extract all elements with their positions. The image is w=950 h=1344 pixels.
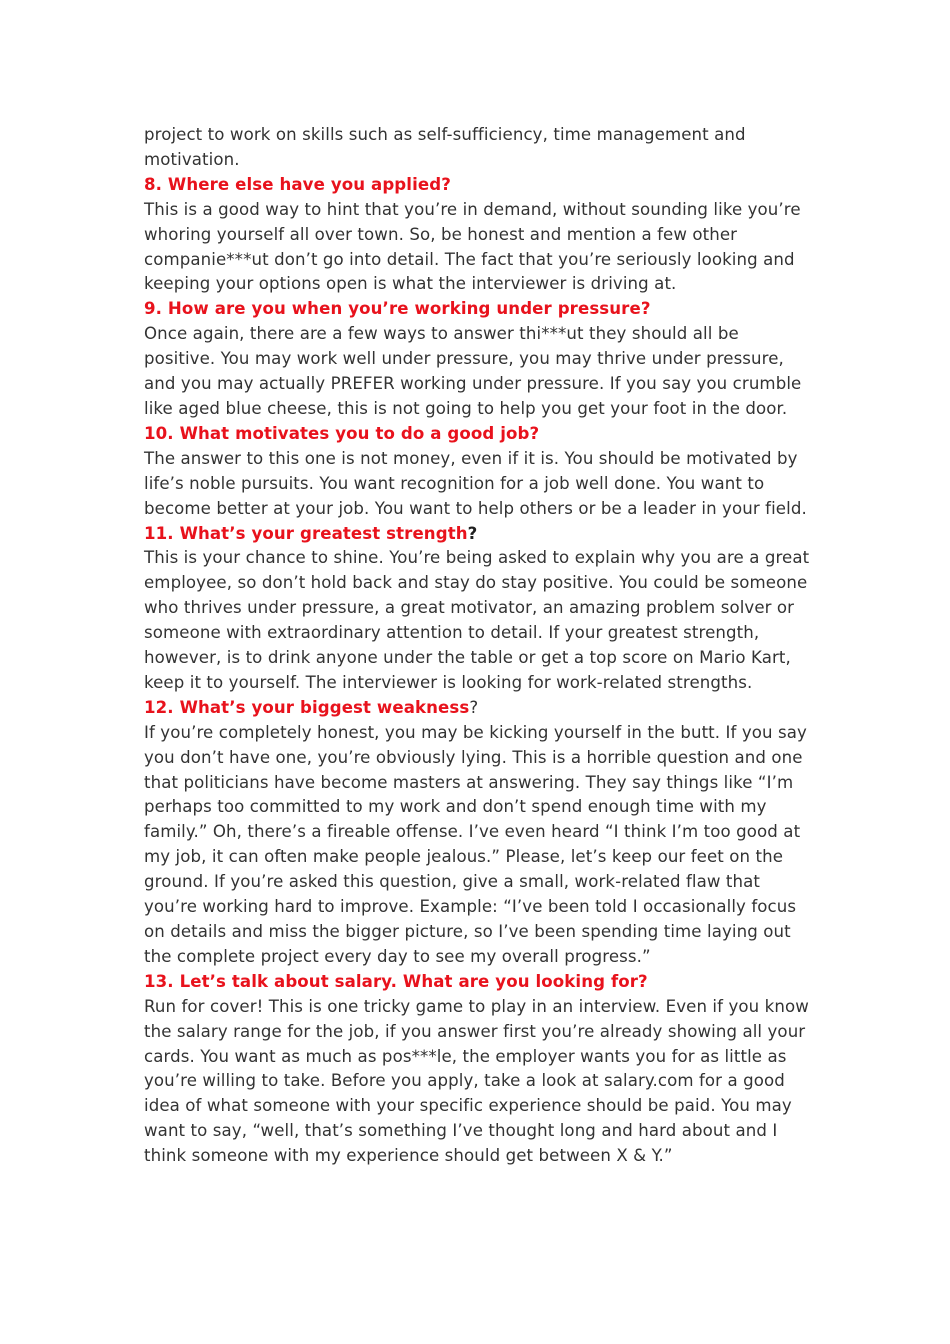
answer-13-paragraph: Run for cover! This is one tricky game to play in an interview. Even if you know the salary range for the job, if you answer first you’re already showing all your cards. You want as much as pos***le, the employer wants you for as little as you’re willing to take. Before you apply, take a look at salary.com for a good idea of what someone with your specific experience should be paid. You may want to say, “well, that’s something I’ve thought long and hard about and I think someone with my experience should get between X & Y.”: [144, 996, 809, 1166]
question-12-heading: [144, 696, 814, 721]
answer-9-paragraph: Once again, there are a few ways to answer thi***ut they should all be positive. You may work well under pressure, you may thrive under pressure, and you may actually PREFER working under pressure. If you say you crumble like aged blue cheese, this is not going to help you get your foot in the door.: [144, 324, 802, 418]
question-11-heading: [144, 522, 814, 547]
question-13-heading: 13. Let’s talk about salary. What are you looking for?: [144, 971, 648, 991]
answer-12-paragraph: If you’re completely honest, you may be kicking yourself in the butt. If you say you don’t have one, you’re obviously lying. This is a horrible question and one that politicians have become masters at answering. They say things like “I’m perhaps too committed to my work and don’t spend enough time with my family.” Oh, there’s a fireable offense. I’ve even heard “I think I’m too good at my job, it can often make people jealous.” Please, let’s keep our feet on the ground. If you’re asked this question, give a small, work-related flaw that you’re working hard to improve. Example: “I’ve been told I occasionally focus on details and miss the bigger picture, so I’ve been spending time laying out the complete project every day to see my overall progress.”: [144, 722, 807, 966]
question-11-mark: ?: [467, 523, 478, 543]
question-12-mark: ?: [469, 697, 479, 717]
answer-10-paragraph: The answer to this one is not money, even if it is. You should be motivated by life’s noble pursuits. You want recognition for a job well done. You want to become better at your job. You want to help others or be a leader in your field.: [144, 448, 807, 518]
question-10-heading: 10. What motivates you to do a good job?: [144, 423, 540, 443]
answer-8-paragraph: This is a good way to hint that you’re in demand, without sounding like you’re whoring yourself all over town. So, be honest and mention a few other companie***ut don’t go into detail. The fact that you’re seriously looking and keeping your options open is what the interviewer is driving at.: [144, 199, 801, 294]
answer-11-paragraph: This is your chance to shine. You’re being asked to explain why you are a great employee, so don’t hold back and stay do stay positive. You could be someone who thrives under pressure, a great motivator, an amazing problem solver or someone with extraordinary attention to detail. If your greatest strength, however, is to drink anyone under the table or get a top score on Mario Kart, keep it to yourself. The interviewer is looking for work-related strengths.: [144, 548, 810, 692]
document-page: [144, 123, 814, 1169]
intro-tail-paragraph: project to work on skills such as self-sufficiency, time management and motivation.: [144, 125, 746, 169]
question-11-text: 11. What’s your greatest strength: [144, 523, 468, 543]
question-12-text: 12. What’s your biggest weakness: [144, 697, 470, 717]
question-8-heading: 8. Where else have you applied?: [144, 174, 451, 194]
question-9-heading: 9. How are you when you’re working under pressure?: [144, 299, 651, 319]
